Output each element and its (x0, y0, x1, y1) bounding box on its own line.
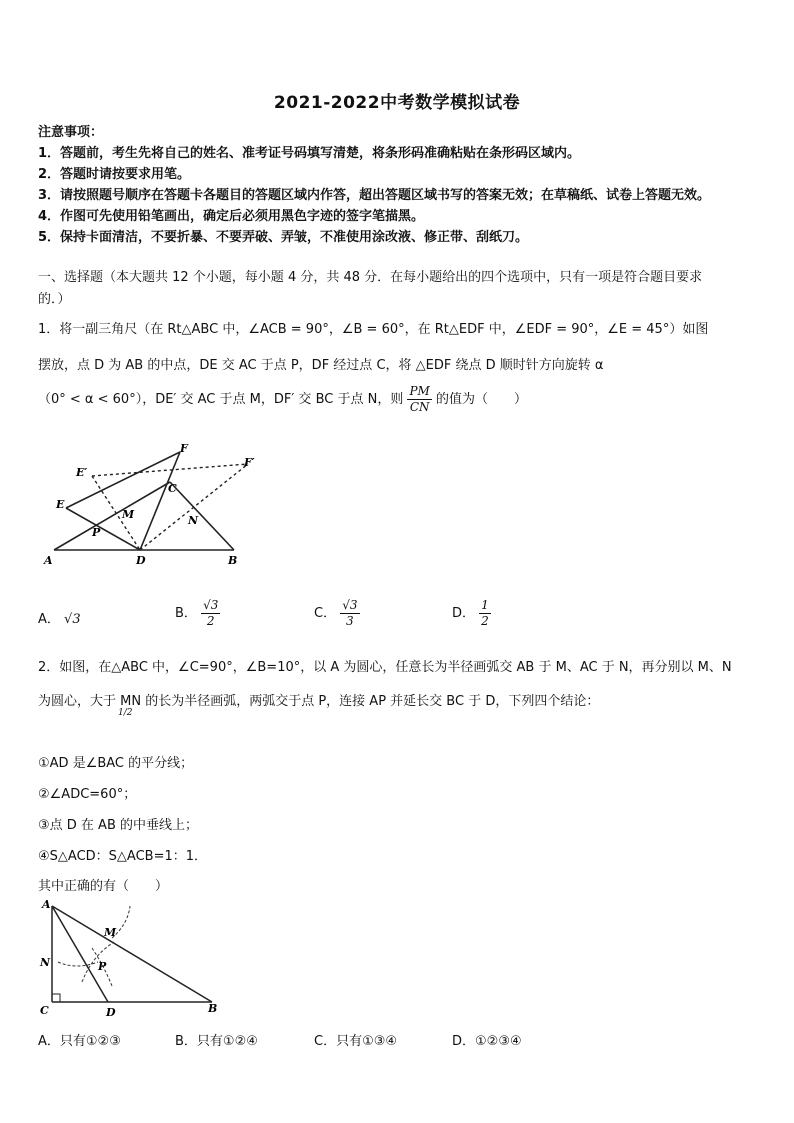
q1-option-a[interactable] (38, 608, 81, 627)
notice-item-4: 4．作图可先使用铅笔画出，确定后必须用黑色字迹的签字笔描黑。 (38, 209, 425, 224)
q1-option-d-num: 1 (481, 598, 489, 612)
notice-item-5: 5．保持卡面清洁，不要折暴、不要弄破、弄皱，不准使用涂改液、修正带、刮纸刀。 (38, 230, 529, 245)
q1-option-d-den: 2 (481, 614, 489, 628)
q2-option-d[interactable]: D．①②③④ (452, 1034, 522, 1049)
q2-label-M: M (104, 926, 117, 939)
q2-option-b[interactable]: B．只有①②④ (175, 1034, 258, 1049)
q1-option-c[interactable] (314, 598, 360, 629)
q1-option-d-fraction (479, 598, 491, 629)
q1-label-M: M (122, 508, 135, 521)
q1-option-d[interactable] (452, 598, 491, 629)
q1-label-F: F (180, 442, 188, 455)
q1-figure (38, 440, 268, 575)
q2-conclusion-3: ③点 D 在 AB 的中垂线上； (38, 818, 199, 833)
q1-label-C: C (168, 482, 177, 495)
q1-stem-line1: 1．将一副三角尺（在 Rt△ABC 中，∠ACB = 90°，∠B = 60°，在 Rt△EDF 中，∠EDF = 90°，∠E = 45°）如图 (38, 322, 709, 337)
section-heading: 一、选择题（本大题共 12 个小题，每小题 4 分，共 48 分．在每小题给出的四个选项中，只有一项是符合题目要求 (38, 270, 703, 285)
q1-option-a-value: √3 (64, 612, 81, 627)
q1-option-a-label: A． (38, 612, 60, 627)
q1-label-F-prime: F′ (244, 456, 255, 469)
q1-stem-line3 (38, 384, 527, 415)
q1-option-b-fraction (201, 598, 220, 629)
q1-option-b[interactable] (175, 598, 220, 629)
q1-stem-line2: 摆放，点 D 为 AB 的中点，DE 交 AC 于点 P，DF 经过点 C，将 △EDF 绕点 D 顺时针方向旋转 α (38, 358, 604, 373)
notice-heading: 注意事项： (38, 125, 104, 140)
q1-option-c-label: C． (314, 606, 337, 621)
q2-label-D: D (106, 1006, 116, 1019)
q1-label-D: D (136, 554, 146, 567)
q2-conclusion-1: ①AD 是∠BAC 的平分线； (38, 756, 194, 771)
q2-stem-line2: 为圆心，大于 MN 的长为半径画弧，两弧交于点 P，连接 AP 并延长交 BC 于 D，下列四个结论： (38, 694, 600, 709)
notice-item-3: 3．请按照题号顺序在答题卡各题目的答题区域内作答，超出答题区域书写的答案无效；在草稿纸、试卷上答题无效。 (38, 188, 711, 203)
q1-fraction-den: CN (409, 400, 430, 414)
q2-option-c[interactable]: C．只有①③④ (314, 1034, 398, 1049)
q1-stem-line3-a: （0° < α < 60°），DE′ 交 AC 于点 M，DF′ 交 BC 于点 N，则 (38, 392, 404, 407)
q1-option-d-label: D． (452, 606, 476, 621)
q1-label-N: N (188, 514, 199, 527)
q2-conclusion-2: ②∠ADC=60°； (38, 787, 137, 802)
page-title: 2021-2022中考数学模拟试卷 (273, 93, 521, 113)
q1-option-b-den: 2 (206, 614, 215, 628)
q1-option-c-num: √3 (342, 598, 358, 612)
q2-label-C: C (40, 1004, 49, 1017)
q2-label-N: N (40, 956, 51, 969)
section-heading-cont: 的．） (38, 292, 71, 307)
q1-option-b-num: √3 (203, 598, 219, 612)
q2-label-P: P (98, 960, 107, 973)
q1-fraction (407, 384, 431, 415)
q1-label-A: A (44, 554, 53, 567)
q1-label-E: E (56, 498, 65, 511)
q2-option-a[interactable]: A．只有①②③ (38, 1034, 121, 1049)
notice-item-2: 2．答题时请按要求用笔。 (38, 167, 191, 182)
q2-label-A: A (42, 898, 51, 911)
q2-stem-line1: 2．如图，在△ABC 中，∠C=90°，∠B=10°，以 A 为圆心，任意长为半径画弧交 AB 于 M、AC 于 N，再分别以 M、N (38, 660, 732, 675)
q2-figure (36, 896, 221, 1021)
q1-label-B: B (228, 554, 238, 567)
q1-label-E-prime: E′ (76, 466, 88, 479)
q1-label-P: P (92, 526, 101, 539)
q1-option-b-label: B． (175, 606, 197, 621)
q2-conclusion-4: ④S△ACD：S△ACB=1：1． (38, 849, 208, 864)
q2-label-B: B (208, 1002, 218, 1015)
q2-question: 其中正确的有（ ） (38, 879, 169, 894)
q1-fraction-num: PM (409, 384, 430, 398)
notice-item-1: 1．答题前，考生先将自己的姓名、准考证号码填写清楚，将条形码准确粘贴在条形码区域内。 (38, 146, 581, 161)
q1-stem-line3-b: 的值为（ ） (435, 392, 527, 407)
q1-option-c-fraction (340, 598, 359, 629)
q2-half-fraction: 1/2 (118, 708, 133, 718)
q1-option-c-den: 3 (346, 614, 354, 628)
